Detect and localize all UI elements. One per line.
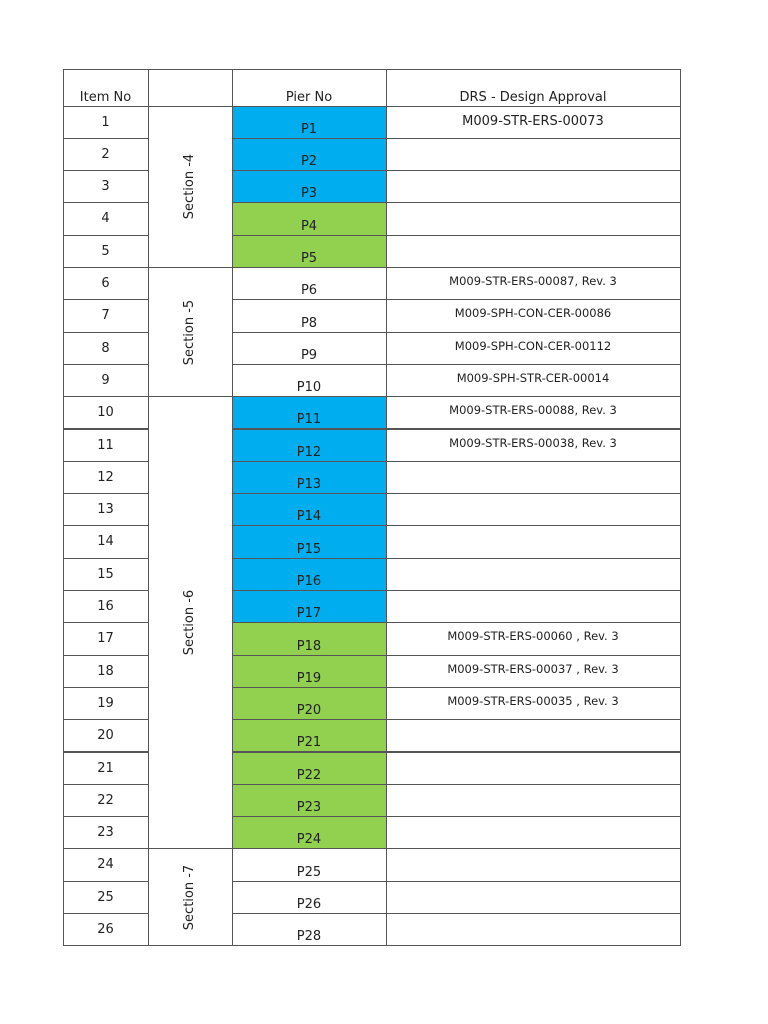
item-number-cell: 20 [63, 719, 149, 752]
pier-number-cell: P8 [232, 299, 387, 332]
section-cell [148, 106, 233, 269]
drs-approval-cell: M009-SPH-CON-CER-00086 [386, 299, 681, 332]
item-number-cell: 13 [63, 493, 149, 526]
pier-number-cell: P2 [232, 138, 387, 171]
drs-approval-cell [386, 558, 681, 591]
item-number-cell: 4 [63, 202, 149, 235]
section-cell [148, 848, 233, 946]
drs-approval-cell [386, 590, 681, 623]
item-number-cell: 6 [63, 267, 149, 300]
pier-number-cell: P15 [232, 525, 387, 558]
pier-number-cell: P16 [232, 558, 387, 591]
item-number-cell: 1 [63, 106, 149, 139]
item-number-cell: 22 [63, 784, 149, 817]
drs-approval-cell: M009-SPH-CON-CER-00112 [386, 332, 681, 365]
pier-number-cell: P21 [232, 719, 387, 752]
item-number-cell: 12 [63, 461, 149, 494]
pier-number-cell: P17 [232, 590, 387, 623]
pier-number-cell: P19 [232, 655, 387, 688]
drs-approval-cell [386, 913, 681, 946]
drs-approval-cell [386, 461, 681, 494]
item-number-cell: 25 [63, 881, 149, 914]
drs-approval-cell: M009-STR-ERS-00088, Rev. 3 [386, 396, 681, 429]
pier-number-cell: P23 [232, 784, 387, 817]
pier-number-cell: P18 [232, 622, 387, 655]
item-number-cell: 7 [63, 299, 149, 332]
item-number-cell: 18 [63, 655, 149, 688]
drs-approval-cell: M009-STR-ERS-00060 , Rev. 3 [386, 622, 681, 655]
item-number-cell: 5 [63, 235, 149, 268]
pier-number-cell: P14 [232, 493, 387, 526]
header-pier-no: Pier No [232, 69, 387, 107]
item-number-cell: 16 [63, 590, 149, 623]
pier-number-cell: P20 [232, 687, 387, 720]
drs-approval-cell: M009-SPH-STR-CER-00014 [386, 364, 681, 397]
item-number-cell: 2 [63, 138, 149, 171]
pier-number-cell: P1 [232, 106, 387, 139]
pier-number-cell: P13 [232, 461, 387, 494]
pier-number-cell: P4 [232, 202, 387, 235]
pier-number-cell: P6 [232, 267, 387, 300]
item-number-cell: 21 [63, 752, 149, 785]
item-number-cell: 19 [63, 687, 149, 720]
item-number-cell: 17 [63, 622, 149, 655]
pier-number-cell: P25 [232, 848, 387, 881]
drs-approval-cell [386, 784, 681, 817]
section-cell [148, 396, 233, 849]
item-number-cell: 11 [63, 429, 149, 462]
section-label: Section -7 [182, 864, 198, 931]
pier-number-cell: P5 [232, 235, 387, 268]
item-number-cell: 24 [63, 848, 149, 881]
drs-approval-cell: M009-STR-ERS-00035 , Rev. 3 [386, 687, 681, 720]
item-number-cell: 10 [63, 396, 149, 429]
pier-number-cell: P24 [232, 816, 387, 849]
item-number-cell: 3 [63, 170, 149, 203]
section-label: Section -5 [182, 299, 198, 365]
drs-approval-cell [386, 752, 681, 785]
pier-number-cell: P11 [232, 396, 387, 429]
drs-approval-cell [386, 170, 681, 203]
drs-approval-cell [386, 138, 681, 171]
pier-number-cell: P28 [232, 913, 387, 946]
pier-number-cell: P9 [232, 332, 387, 365]
item-number-cell: 26 [63, 913, 149, 946]
drs-approval-cell [386, 493, 681, 526]
section-cell [148, 267, 233, 397]
drs-approval-cell [386, 202, 681, 235]
section-label: Section -4 [182, 154, 198, 220]
pier-approval-table [63, 69, 680, 945]
drs-approval-cell [386, 525, 681, 558]
header-item-no: Item No [63, 69, 149, 107]
drs-approval-cell: M009-STR-ERS-00038, Rev. 3 [386, 429, 681, 462]
item-number-cell: 14 [63, 525, 149, 558]
section-label: Section -6 [182, 590, 198, 656]
drs-approval-cell [386, 816, 681, 849]
item-number-cell: 9 [63, 364, 149, 397]
pier-number-cell: P26 [232, 881, 387, 914]
drs-approval-cell: M009-STR-ERS-00073 [386, 106, 681, 139]
drs-approval-cell [386, 719, 681, 752]
header-section [148, 69, 233, 107]
item-number-cell: 23 [63, 816, 149, 849]
drs-approval-cell: M009-STR-ERS-00087, Rev. 3 [386, 267, 681, 300]
pier-number-cell: P22 [232, 752, 387, 785]
drs-approval-cell [386, 235, 681, 268]
pier-number-cell: P10 [232, 364, 387, 397]
pier-number-cell: P3 [232, 170, 387, 203]
header-drs-design-approval: DRS - Design Approval [386, 69, 681, 107]
pier-number-cell: P12 [232, 429, 387, 462]
drs-approval-cell [386, 881, 681, 914]
drs-approval-cell: M009-STR-ERS-00037 , Rev. 3 [386, 655, 681, 688]
item-number-cell: 8 [63, 332, 149, 365]
item-number-cell: 15 [63, 558, 149, 591]
drs-approval-cell [386, 848, 681, 881]
